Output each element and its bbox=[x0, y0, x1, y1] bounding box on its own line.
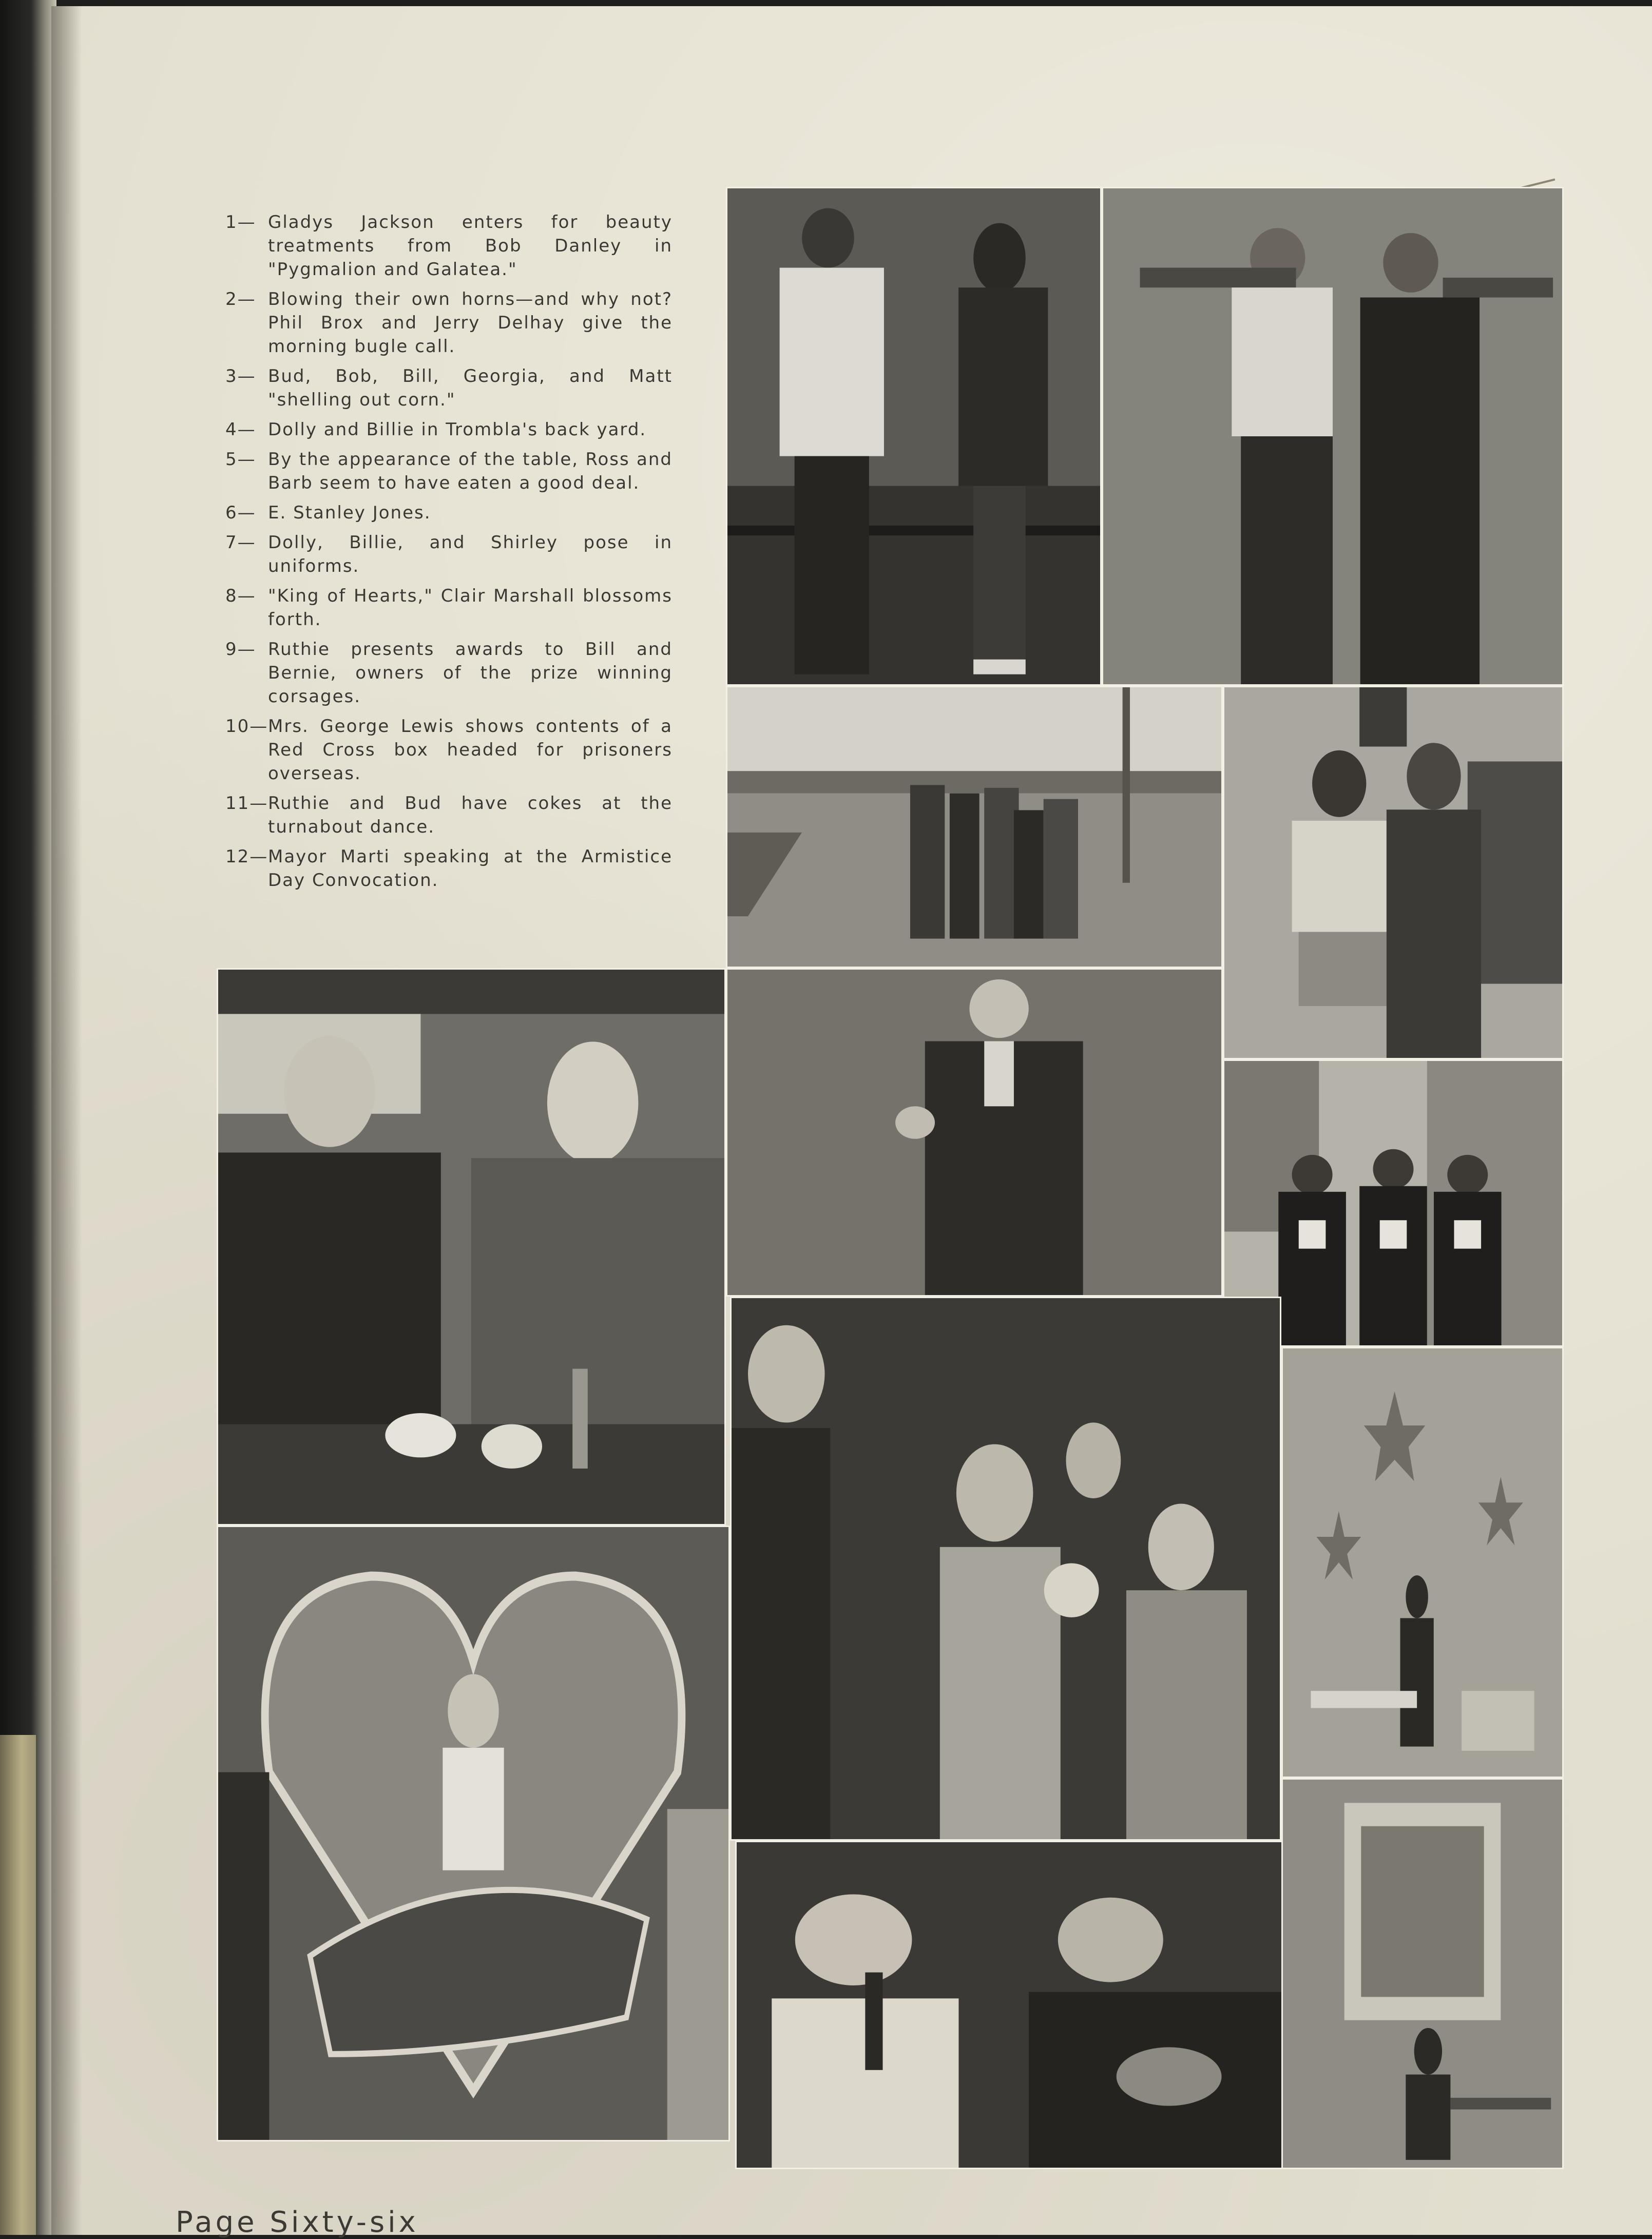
caption-text: Dolly, Billie, and Shirley pose in uniforms. bbox=[268, 532, 673, 576]
caption-list bbox=[226, 210, 673, 898]
caption-text: Ruthie presents awards to Bill and Bernie, owners of the prize winning corsages. bbox=[268, 639, 673, 707]
caption-text: Ruthie and Bud have cokes at the turnabout dance. bbox=[268, 793, 673, 837]
page-gutter-shadow bbox=[51, 6, 82, 2235]
caption-6: 6— E. Stanley Jones. bbox=[226, 501, 673, 525]
photo-shelling-corn bbox=[726, 686, 1223, 968]
caption-9: 9— Ruthie presents awards to Bill and Bernie, owners of the prize winning corsages. bbox=[226, 638, 673, 708]
caption-text: "King of Hearts," Clair Marshall blossoms forth. bbox=[268, 586, 673, 630]
caption-12: 12— Mayor Marti speaking at the Armistice Day Convocation. bbox=[226, 845, 673, 892]
binding-tape bbox=[0, 1735, 36, 2235]
caption-10: 10— Mrs. George Lewis shows contents of a Red Cross box headed for prisoners overseas. bbox=[226, 715, 673, 785]
caption-11: 11— Ruthie and Bud have cokes at the turnabout dance. bbox=[226, 792, 673, 839]
photo-table-meal bbox=[217, 968, 726, 1526]
photo-turnabout-dance bbox=[735, 1841, 1322, 2169]
caption-text: Blowing their own horns—and why not? Phil Brox and Jerry Delhay give the morning bugle call. bbox=[268, 289, 673, 357]
caption-text: Mrs. George Lewis shows contents of a Red Cross box headed for prisoners overseas. bbox=[268, 716, 673, 784]
photo-corsage-awards bbox=[730, 1297, 1281, 1841]
photo-bugle-call bbox=[1102, 187, 1564, 686]
caption-8: 8— "King of Hearts," Clair Marshall blossoms forth. bbox=[226, 584, 673, 631]
photo-red-cross-box bbox=[1281, 1347, 1564, 1778]
caption-text: Gladys Jackson enters for beauty treatments from Bob Danley in "Pygmalion and Galatea." bbox=[268, 212, 673, 280]
photo-stanley-jones bbox=[726, 968, 1223, 1297]
caption-text: By the appearance of the table, Ross and Barb seem to have eaten a good deal. bbox=[268, 449, 673, 493]
caption-text: E. Stanley Jones. bbox=[268, 503, 431, 523]
photo-back-yard bbox=[1223, 686, 1564, 1059]
caption-3: 3— Bud, Bob, Bill, Georgia, and Matt "shelling out corn." bbox=[226, 364, 673, 412]
photo-king-of-hearts bbox=[217, 1526, 730, 2141]
caption-1: 1— Gladys Jackson enters for beauty treatments from Bob Danley in "Pygmalion and Galatea." bbox=[226, 210, 673, 281]
page-number: Page Sixty-six bbox=[176, 2206, 419, 2239]
photo-armistice-day bbox=[1281, 1778, 1564, 2169]
caption-text: Mayor Marti speaking at the Armistice Day Convocation. bbox=[268, 846, 673, 891]
caption-text: Dolly and Billie in Trombla's back yard. bbox=[268, 419, 647, 440]
caption-7: 7— Dolly, Billie, and Shirley pose in uniforms. bbox=[226, 531, 673, 578]
caption-4: 4— Dolly and Billie in Trombla's back yard. bbox=[226, 418, 673, 441]
photo-beauty-treatment bbox=[726, 187, 1102, 686]
caption-5: 5— By the appearance of the table, Ross and Barb seem to have eaten a good deal. bbox=[226, 448, 673, 495]
caption-2: 2— Blowing their own horns—and why not? Phil Brox and Jerry Delhay give the morning bugle call. bbox=[226, 287, 673, 358]
caption-text: Bud, Bob, Bill, Georgia, and Matt "shelling out corn." bbox=[268, 366, 673, 410]
